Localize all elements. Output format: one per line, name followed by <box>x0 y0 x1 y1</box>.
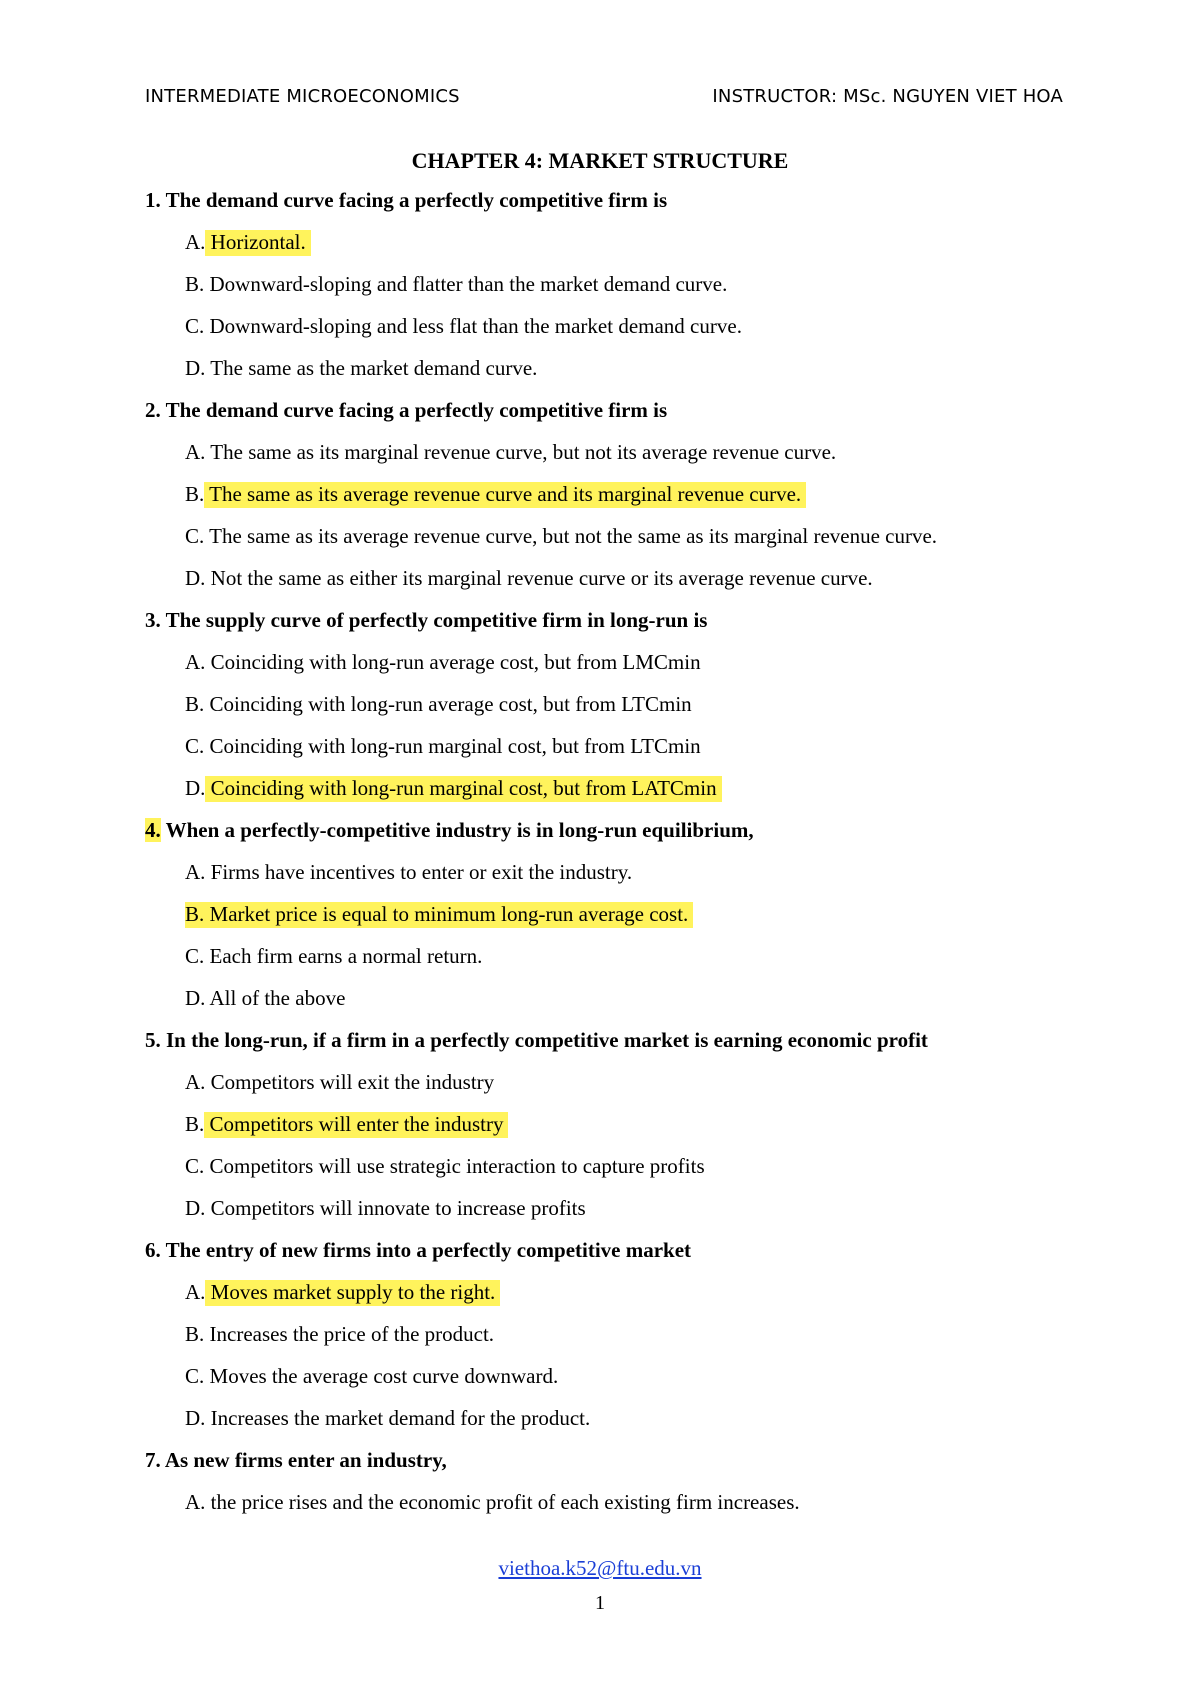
option-6c <box>145 1358 1075 1400</box>
option-text: The same as its marginal revenue curve, but not its average revenue curve. <box>205 440 837 464</box>
option-text-highlighted: Competitors will enter the industry <box>204 1112 508 1138</box>
question-text: The demand curve facing a perfectly competitive firm is <box>160 398 668 422</box>
option-text-highlighted: Horizontal. <box>205 230 310 256</box>
question-1 <box>145 182 1075 224</box>
document-body <box>145 146 1075 1526</box>
footer-email-link[interactable]: viethoa.k52@ftu.edu.vn <box>498 1556 702 1580</box>
instructor-name: INSTRUCTOR: MSc. NGUYEN VIET HOA <box>712 86 1063 107</box>
option-text: Increases the market demand for the product. <box>205 1406 591 1430</box>
option-1d <box>145 350 1075 392</box>
question-text: When a perfectly-competitive industry is in long-run equilibrium, <box>160 818 754 842</box>
option-text: the price rises and the economic profit of each existing firm increases. <box>205 1490 800 1514</box>
option-text: Coinciding with long-run average cost, but from LMCmin <box>205 650 701 674</box>
question-7 <box>145 1442 1075 1484</box>
option-letter: B. <box>185 272 205 296</box>
option-letter: C. <box>185 1154 205 1178</box>
course-title: INTERMEDIATE MICROECONOMICS <box>145 86 460 107</box>
option-letter: A. <box>185 230 206 254</box>
option-letter: C. <box>185 524 205 548</box>
question-3 <box>145 602 1075 644</box>
option-letter: D. <box>185 356 206 380</box>
option-4b <box>145 896 1075 938</box>
option-6b <box>145 1316 1075 1358</box>
option-letter: B. <box>185 1322 205 1346</box>
option-text: Each firm earns a normal return. <box>204 944 483 968</box>
option-1c <box>145 308 1075 350</box>
option-letter: D. <box>185 986 206 1010</box>
option-text: Increases the price of the product. <box>204 1322 495 1346</box>
option-1a <box>145 224 1075 266</box>
option-4c <box>145 938 1075 980</box>
option-6d <box>145 1400 1075 1442</box>
question-number: 7. <box>145 1448 161 1472</box>
option-text-highlighted: Coinciding with long-run marginal cost, but from LATCmin <box>205 776 721 802</box>
option-text-highlighted: The same as its average revenue curve and its marginal revenue curve. <box>204 482 806 508</box>
option-5b <box>145 1106 1075 1148</box>
question-text: In the long-run, if a firm in a perfectly competitive market is earning economic profit <box>160 1028 928 1052</box>
question-6 <box>145 1232 1075 1274</box>
chapter-title: CHAPTER 4: MARKET STRUCTURE <box>411 148 789 173</box>
option-2b <box>145 476 1075 518</box>
option-6a <box>145 1274 1075 1316</box>
option-text: The same as its average revenue curve, but not the same as its marginal revenue curve. <box>204 524 938 548</box>
question-number: 3. <box>145 608 161 632</box>
option-text: Moves the average cost curve downward. <box>204 1364 559 1388</box>
option-text-highlighted: Market price is equal to minimum long-run average cost. <box>204 902 689 926</box>
option-text: Coinciding with long-run marginal cost, but from LTCmin <box>204 734 701 758</box>
option-text: The same as the market demand curve. <box>205 356 538 380</box>
option-letter: B. <box>185 482 205 506</box>
option-4d <box>145 980 1075 1022</box>
question-text: The supply curve of perfectly competitive firm in long-run is <box>160 608 708 632</box>
option-5c <box>145 1148 1075 1190</box>
question-2 <box>145 392 1075 434</box>
option-letter: D. <box>185 1196 206 1220</box>
option-3c <box>145 728 1075 770</box>
option-text: Firms have incentives to enter or exit the industry. <box>205 860 633 884</box>
question-number: 6. <box>145 1238 161 1262</box>
page-header <box>145 86 1063 107</box>
option-letter: B. <box>185 902 205 926</box>
option-5d <box>145 1190 1075 1232</box>
option-letter: D. <box>185 1406 206 1430</box>
option-text: Downward-sloping and less flat than the market demand curve. <box>204 314 742 338</box>
option-letter: C. <box>185 734 205 758</box>
question-5 <box>145 1022 1075 1064</box>
option-letter: D. <box>185 566 206 590</box>
option-letter: A. <box>185 1070 206 1094</box>
option-letter: A. <box>185 860 206 884</box>
option-text: Competitors will exit the industry <box>205 1070 495 1094</box>
option-3d <box>145 770 1075 812</box>
question-text: The entry of new firms into a perfectly competitive market <box>160 1238 692 1262</box>
question-number: 1. <box>145 188 161 212</box>
option-letter: A. <box>185 440 206 464</box>
option-2c <box>145 518 1075 560</box>
page-number: 1 <box>595 1592 605 1614</box>
option-4a <box>145 854 1075 896</box>
question-4 <box>145 812 1075 854</box>
option-letter: B. <box>185 692 205 716</box>
option-letter: C. <box>185 944 205 968</box>
option-letter: B. <box>185 1112 205 1136</box>
question-text: The demand curve facing a perfectly competitive firm is <box>160 188 668 212</box>
option-letter: A. <box>185 650 206 674</box>
option-letter: D. <box>185 776 206 800</box>
option-2a <box>145 434 1075 476</box>
option-7a <box>145 1484 1075 1526</box>
option-text: Not the same as either its marginal revenue curve or its average revenue curve. <box>205 566 873 590</box>
option-text: All of the above <box>205 986 346 1010</box>
option-text: Competitors will innovate to increase profits <box>205 1196 586 1220</box>
option-text: Downward-sloping and flatter than the market demand curve. <box>204 272 728 296</box>
option-1b <box>145 266 1075 308</box>
option-letter: C. <box>185 1364 205 1388</box>
question-number-highlighted: 4. <box>145 818 161 842</box>
option-letter: A. <box>185 1490 206 1514</box>
option-2d <box>145 560 1075 602</box>
option-text: Coinciding with long-run average cost, but from LTCmin <box>204 692 692 716</box>
option-3b <box>145 686 1075 728</box>
option-letter: C. <box>185 314 205 338</box>
question-number: 2. <box>145 398 161 422</box>
option-3a <box>145 644 1075 686</box>
question-text: As new firms enter an industry, <box>160 1448 447 1472</box>
option-letter: A. <box>185 1280 206 1304</box>
option-text-highlighted: Moves market supply to the right. <box>205 1280 500 1306</box>
option-5a <box>145 1064 1075 1106</box>
question-number: 5. <box>145 1028 161 1052</box>
option-text: Competitors will use strategic interaction to capture profits <box>204 1154 705 1178</box>
